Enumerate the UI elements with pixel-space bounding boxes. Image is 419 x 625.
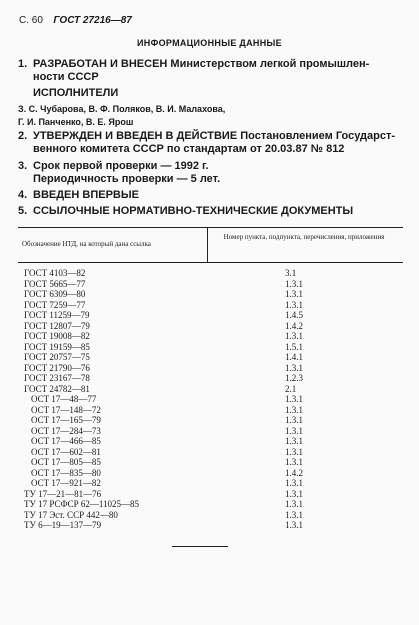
table-cell-document: ГОСТ 5665—77 <box>24 278 86 289</box>
table-cell-reference: 1.5.1 <box>285 341 303 352</box>
table-cell-reference: 1.3.1 <box>285 436 303 446</box>
table-header-document: Обозначение НТД, на который дана ссылка <box>22 240 151 248</box>
table-cell-document: ГОСТ 11259—79 <box>24 310 90 320</box>
table-top-rule <box>18 227 403 228</box>
table-cell-reference: 1.3.1 <box>285 404 303 415</box>
table-cell-document: ГОСТ 7259—77 <box>24 299 86 310</box>
table-cell-reference: 1.4.1 <box>285 352 303 362</box>
table-cell-document: ГОСТ 19008—82 <box>24 331 90 341</box>
table-cell-document: ГОСТ 24782—81 <box>24 383 90 394</box>
table-cell-reference: 1.4.2 <box>285 320 303 331</box>
table-cell-reference: 1.3.1 <box>285 457 303 467</box>
executors-line-1: З. С. Чубарова, В. Ф. Поляков, В. И. Малахова, <box>18 104 226 114</box>
section-2-text: УТВЕРЖДЕН И ВВЕДЕН В ДЕЙСТВИЕ Постановлением Государст- <box>33 130 396 142</box>
section-2-continuation: венного комитета СССР по стандартам от 20.03.87 № 812 <box>33 143 345 155</box>
table-cell-reference: 1.3.1 <box>285 509 303 520</box>
table-cell-reference: 1.3.1 <box>285 425 303 436</box>
table-header-rule <box>18 262 403 263</box>
table-cell-document: ОСТ 17—466—85 <box>31 436 101 446</box>
table-cell-reference: 1.3.1 <box>285 278 303 289</box>
table-cell-reference: 1.3.1 <box>285 415 303 425</box>
table-cell-document: ОСТ 17—602—81 <box>31 446 101 457</box>
section-1-text: РАЗРАБОТАН И ВНЕСЕН Министерством легкой промышлен- <box>33 58 370 70</box>
table-cell-document: ТУ 6—19—137—79 <box>24 520 102 530</box>
table-cell-document: ГОСТ 12807—79 <box>24 320 90 331</box>
section-5-number: 5. <box>18 205 28 217</box>
table-cell-document: ОСТ 17—921—82 <box>31 478 101 488</box>
table-cell-document: ОСТ 17—805—85 <box>31 457 101 467</box>
page-number: С. 60 <box>19 15 43 26</box>
table-cell-reference: 1.4.2 <box>285 467 303 478</box>
table-cell-reference: 1.2.3 <box>285 373 303 383</box>
table-column-divider <box>207 227 208 262</box>
section-3-number: 3. <box>18 160 28 172</box>
table-cell-reference: 1.3.1 <box>285 446 303 457</box>
section-1-continuation: ности СССР <box>33 71 99 83</box>
footer-rule <box>172 546 228 547</box>
table-cell-document: ТУ 17—21—81—76 <box>24 488 102 499</box>
table-cell-document: ГОСТ 20757—75 <box>24 352 90 362</box>
table-cell-document: ГОСТ 4103—82 <box>24 268 86 278</box>
table-cell-reference: 1.3.1 <box>285 362 303 373</box>
section-4 <box>18 189 139 202</box>
section-1 <box>18 58 403 71</box>
table-cell-document: ОСТ 17—148—72 <box>31 404 101 415</box>
page-title: ИНФОРМАЦИОННЫЕ ДАННЫЕ <box>137 38 282 48</box>
section-4-number: 4. <box>18 189 28 201</box>
table-cell-document: ОСТ 17—284—73 <box>31 425 101 436</box>
section-2-number: 2. <box>18 130 28 142</box>
table-cell-document: ОСТ 17—48—77 <box>31 394 97 404</box>
table-cell-document: ТУ 17 Эст. ССР 442—80 <box>24 509 118 520</box>
table-cell-reference: 1.3.1 <box>285 394 303 404</box>
table-cell-document: ОСТ 17—165—79 <box>31 415 101 425</box>
section-1-number: 1. <box>18 58 28 70</box>
table-cell-reference: 1.3.1 <box>285 289 303 299</box>
table-cell-document: ТУ 17 РСФСР 62—11025—85 <box>24 499 140 509</box>
table-cell-reference: 1.3.1 <box>285 478 303 488</box>
section-3-text: Срок первой проверки — 1992 г. <box>33 160 209 172</box>
table-cell-document: ГОСТ 6309—80 <box>24 289 86 299</box>
table-cell-reference: 3.1 <box>285 268 297 278</box>
table-cell-document: ГОСТ 23167—78 <box>24 373 90 383</box>
table-cell-document: ГОСТ 21790—76 <box>24 362 90 373</box>
section-2 <box>18 130 395 143</box>
standard-code: ГОСТ 27216—87 <box>53 15 132 26</box>
table-cell-reference: 1.3.1 <box>285 499 303 509</box>
table-cell-reference: 1.3.1 <box>285 520 303 530</box>
section-5-text: ССЫЛОЧНЫЕ НОРМАТИВНО-ТЕХНИЧЕСКИЕ ДОКУМЕНТЫ <box>33 205 354 217</box>
section-4-text: ВВЕДЕН ВПЕРВЫЕ <box>33 189 139 201</box>
executors-line-2: Г. И. Панченко, В. Е. Ярош <box>18 117 134 127</box>
table-cell-reference: 1.3.1 <box>285 331 303 341</box>
section-3 <box>18 160 209 173</box>
table-cell-reference: 1.3.1 <box>285 299 303 310</box>
table-cell-document: ГОСТ 19159—85 <box>24 341 90 352</box>
executors-heading: ИСПОЛНИТЕЛИ <box>33 87 119 99</box>
section-3-continuation: Периодичность проверки — 5 лет. <box>33 173 221 185</box>
table-header-reference: Номер пункта, подпункта, перечисления, приложения <box>223 233 385 241</box>
page-header <box>19 15 132 26</box>
section-5 <box>18 205 353 218</box>
table-cell-reference: 1.3.1 <box>285 488 303 499</box>
table-cell-document: ОСТ 17—835—80 <box>31 467 101 478</box>
table-cell-reference: 2.1 <box>285 383 297 394</box>
table-cell-reference: 1.4.5 <box>285 310 303 320</box>
